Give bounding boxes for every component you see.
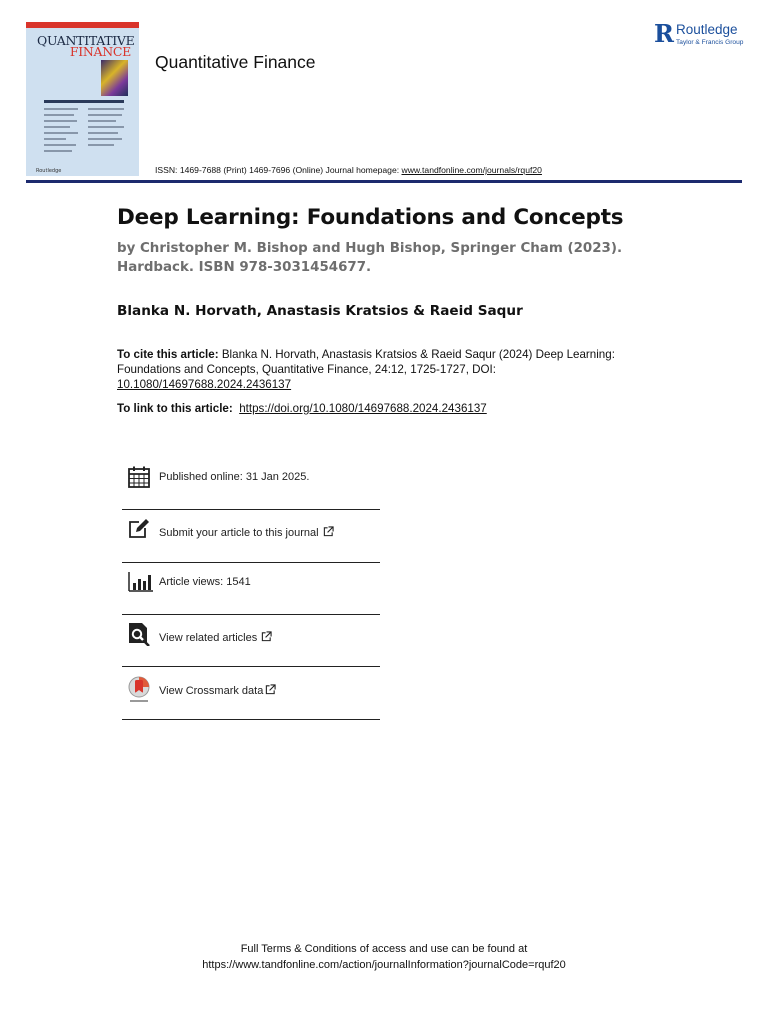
submit-article-label: Submit your article to this journal: [159, 527, 319, 539]
related-articles-link[interactable]: [159, 631, 272, 644]
citation-block: [117, 347, 617, 393]
row-divider: [122, 509, 380, 510]
footer-line1: Full Terms & Conditions of access and use can be found at: [240, 943, 528, 955]
cover-text-line: [88, 126, 124, 128]
routledge-logo: [652, 20, 752, 50]
article-subtitle: by Christopher M. Bishop and Hugh Bishop, Springer Cham (2023). Hardback. ISBN 978-3031454677.: [117, 241, 623, 275]
cover-text-line: [44, 132, 78, 134]
issn-text: ISSN: 1469-7688 (Print) 1469-7696 (Online) Journal homepage:: [155, 165, 402, 175]
submit-article-link[interactable]: [159, 526, 334, 539]
cover-text-line: [88, 132, 118, 134]
bar-chart-icon: [127, 570, 153, 594]
row-divider: [122, 666, 380, 667]
row-divider: [122, 562, 380, 563]
cover-text-line: [88, 108, 124, 110]
crossmark-row[interactable]: [122, 676, 380, 728]
cover-text-line: [88, 120, 116, 122]
cover-text-line: [44, 138, 66, 140]
cover-text-line: [88, 114, 122, 116]
cover-publisher-mark: Routledge: [36, 168, 62, 174]
cover-text-line: [88, 144, 114, 146]
link-label: To link to this article:: [117, 402, 233, 415]
cite-text: Blanka N. Horvath, Anastasis Kratsios & Raeid Saqur (2024) Deep Learning: Foundations and Concepts, Quantitative Finance, 24:12, 1725-1727, DOI:: [117, 348, 615, 377]
external-link-icon: [261, 631, 272, 642]
footer-terms-link[interactable]: https://www.tandfonline.com/action/journalInformation?journalCode=rquf20: [202, 958, 566, 971]
article-authors: Blanka N. Horvath, Anastasis Kratsios & Raeid Saqur: [117, 303, 523, 319]
issn-line: [155, 165, 542, 175]
article-url-link[interactable]: https://doi.org/10.1080/14697688.2024.2436137: [239, 402, 487, 415]
logo-tagline: Taylor & Francis Group: [676, 39, 744, 46]
crossmark-link[interactable]: [159, 684, 276, 697]
logo-name: Routledge: [676, 22, 738, 37]
edit-icon: [127, 517, 151, 541]
cover-text-line: [44, 144, 76, 146]
journal-cover-image: [26, 22, 139, 176]
published-online-label: Published online: 31 Jan 2025.: [159, 471, 310, 483]
terms-footer: [0, 942, 768, 973]
cover-text-line: [44, 126, 70, 128]
cover-text-line: [44, 108, 78, 110]
cover-text-line: [44, 120, 77, 122]
cover-artwork: [101, 60, 128, 96]
journal-homepage-link[interactable]: www.tandfonline.com/journals/rquf20: [401, 165, 542, 175]
cover-title-line1: QUANTITATIVE: [37, 33, 135, 48]
search-document-icon: [127, 622, 151, 646]
row-divider: [122, 719, 380, 720]
cover-text-line: [44, 114, 74, 116]
cite-label: To cite this article:: [117, 348, 219, 361]
article-link-block: [117, 402, 487, 415]
cover-band: [44, 100, 124, 103]
header-divider: [26, 180, 742, 183]
row-divider: [122, 614, 380, 615]
cover-text-line: [44, 150, 72, 152]
journal-name: Quantitative Finance: [155, 52, 316, 72]
crossmark-icon: [127, 676, 151, 704]
external-link-icon: [323, 526, 334, 537]
article-title: Deep Learning: Foundations and Concepts: [117, 205, 624, 230]
external-link-icon: [265, 684, 276, 695]
crossmark-label: View Crossmark data: [159, 685, 264, 697]
calendar-icon: [127, 465, 151, 489]
article-views-label: Article views: 1541: [159, 576, 251, 588]
doi-link[interactable]: 10.1080/14697688.2024.2436137: [117, 378, 292, 392]
related-articles-label: View related articles: [159, 632, 258, 644]
cover-title-line2: FINANCE: [69, 44, 131, 59]
cover-text-line: [88, 138, 122, 140]
routledge-r-icon: R: [654, 19, 674, 48]
